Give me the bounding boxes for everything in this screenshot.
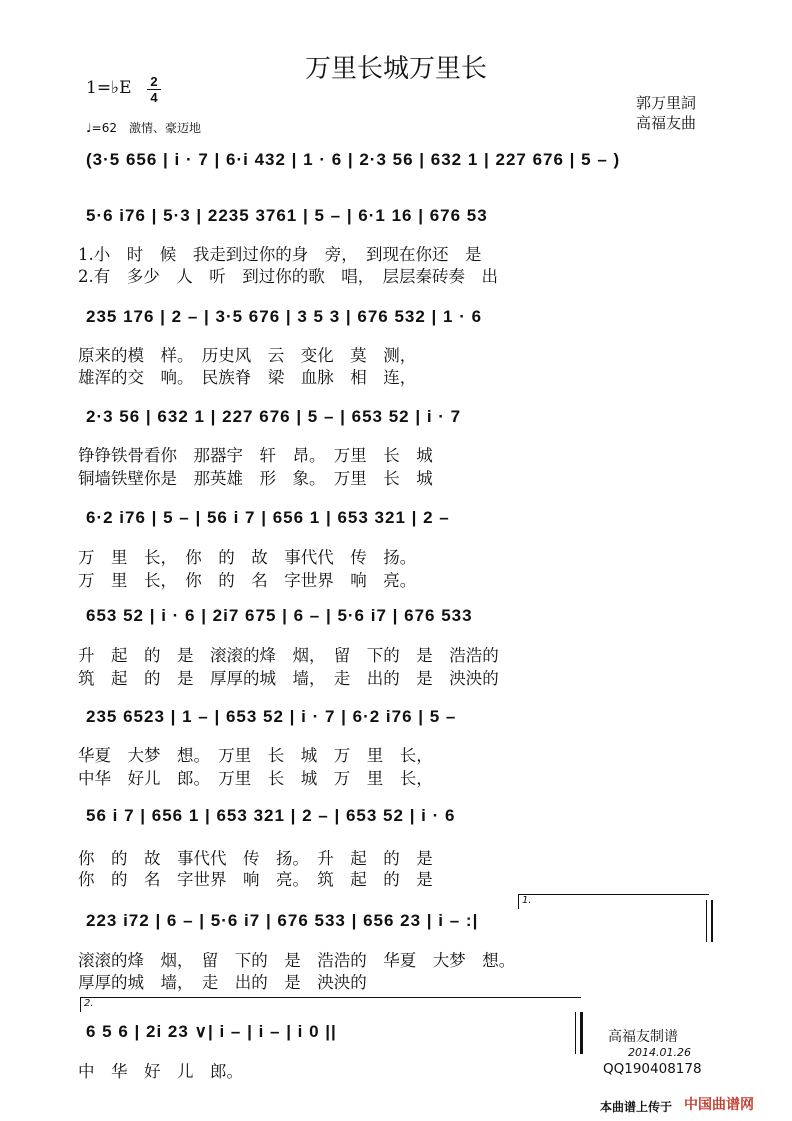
volta-bracket-1 bbox=[518, 894, 709, 909]
lyric-line-4-verse-2: 铜墙铁壁你是 那英雄 形 象。 万里 长 城 bbox=[78, 469, 433, 488]
lyric-line-6-verse-1: 升 起 的 是 滚滚的烽 烟， 留 下的 是 浩浩的 bbox=[78, 646, 499, 665]
notation-system-6: 653 52 | i · 6 | 2i7 675 | 6 – | 5·6 i7 | 676 533 bbox=[86, 606, 473, 625]
volta-1-label: 1. bbox=[522, 895, 532, 906]
lyric-line-5-verse-2: 万 里 长， 你 的 名 字世界 响 亮。 bbox=[78, 571, 417, 590]
lyric-line-7-verse-2: 中华 好儿 郎。 万里 长 城 万 里 长， bbox=[78, 769, 433, 788]
notation-system-4: 2·3 56 | 632 1 | 227 676 | 5 – | 653 52 | i · 7 bbox=[86, 407, 462, 426]
repeat-end-thin-barline bbox=[706, 900, 707, 942]
site-logo[interactable]: 中国曲谱网 bbox=[684, 1097, 754, 1113]
final-barline bbox=[580, 1012, 583, 1054]
lyric-line-6-verse-2: 筑 起 的 是 厚厚的城 墙， 走 出的 是 泱泱的 bbox=[78, 669, 499, 688]
lyric-line-8-verse-1: 你 的 故 事代代 传 扬。 升 起 的 是 bbox=[78, 849, 433, 868]
volta-2-label: 2. bbox=[84, 998, 94, 1009]
repeat-end-barline bbox=[711, 900, 713, 942]
notation-system-3: 235 176 | 2 – | 3·5 676 | 3 5 3 | 676 532 | 1 · 6 bbox=[86, 307, 483, 326]
notation-system-5: 6·2 i76 | 5 – | 56 i 7 | 656 1 | 653 321 | 2 – bbox=[86, 508, 450, 527]
notation-system-1: (3·5 656 | i · 7 | 6·i 432 | 1 · 6 | 2·3 56 | 632 1 | 227 676 | 5 – ) bbox=[86, 150, 621, 169]
transcription-date: 2014.01.26 bbox=[628, 1046, 691, 1059]
time-signature bbox=[147, 74, 161, 105]
time-sig-bottom: 4 bbox=[150, 90, 158, 105]
lyric-line-10-verse-1: 中 华 好 儿 郎。 bbox=[78, 1062, 243, 1081]
lyric-line-4-verse-1: 铮铮铁骨看你 那器宇 轩 昂。 万里 长 城 bbox=[78, 446, 433, 465]
lyric-line-8-verse-2: 你 的 名 字世界 响 亮。 筑 起 的 是 bbox=[78, 870, 433, 889]
lyric-line-5-verse-1: 万 里 长， 你 的 故 事代代 传 扬。 bbox=[78, 548, 417, 567]
tempo-marking: ♩=62 激情、豪迈地 bbox=[86, 121, 201, 135]
lyric-line-2-verse-1: 1.小 时 候 我走到过你的身 旁， 到现在你还 是 bbox=[78, 245, 482, 264]
lyricist-credit: 郭万里詞 bbox=[636, 94, 697, 112]
lyric-line-9-verse-1: 滚滚的烽 烟， 留 下的 是 浩浩的 华夏 大梦 想。 bbox=[78, 951, 516, 970]
song-title: 万里长城万里长 bbox=[304, 54, 487, 84]
notation-system-10: 6 5 6 | 2i 23 ∨| i – | i – | i 0 || bbox=[86, 1022, 337, 1041]
key-signature: 1=♭E bbox=[86, 78, 132, 98]
upload-notice: 本曲谱上传于 bbox=[600, 1100, 673, 1114]
lyric-line-3-verse-2: 雄浑的交 响。 民族脊 梁 血脉 相 连， bbox=[78, 368, 417, 387]
notation-system-8: 56 i 7 | 656 1 | 653 321 | 2 – | 653 52 | i · 6 bbox=[86, 806, 456, 825]
notation-system-9: 223 i72 | 6 – | 5·6 i7 | 676 533 | 656 23 | i – :| bbox=[86, 911, 479, 930]
notation-system-7: 235 6523 | 1 – | 653 52 | i · 7 | 6·2 i76 | 5 – bbox=[86, 707, 457, 726]
notation-system-2: 5·6 i76 | 5·3 | 2235 3761 | 5 – | 6·1 16 | 676 53 bbox=[86, 206, 488, 225]
lyric-line-9-verse-2: 厚厚的城 墙， 走 出的 是 泱泱的 bbox=[78, 973, 367, 992]
transcriber-name: 高福友制谱 bbox=[608, 1029, 678, 1045]
volta-bracket-2 bbox=[80, 997, 581, 1012]
lyric-line-2-verse-2: 2.有 多少 人 听 到过你的歌 唱， 层层秦砖奏 出 bbox=[78, 267, 498, 286]
final-thin-barline bbox=[575, 1012, 576, 1054]
time-sig-top: 2 bbox=[150, 74, 158, 89]
transcriber-qq: QQ190408178 bbox=[603, 1061, 702, 1077]
composer-credit: 高福友曲 bbox=[636, 114, 697, 132]
lyric-line-7-verse-1: 华夏 大梦 想。 万里 长 城 万 里 长， bbox=[78, 746, 433, 765]
lyric-line-3-verse-1: 原来的模 样。 历史风 云 变化 莫 测， bbox=[78, 346, 417, 365]
